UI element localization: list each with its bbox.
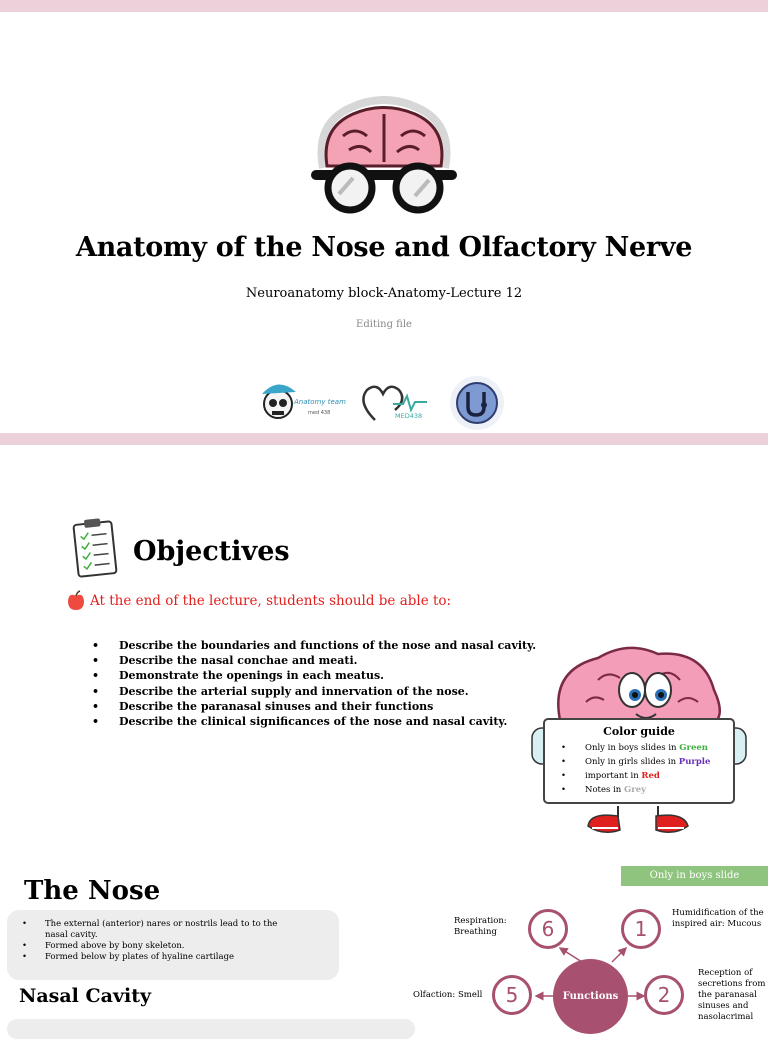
svg-text:MED438: MED438 — [395, 412, 423, 420]
apple-icon — [67, 590, 85, 612]
functions-hub: Functions — [553, 959, 628, 1034]
function-number-1: 1 — [621, 909, 661, 949]
objectives-intro: At the end of the lecture, students should be able to: — [90, 593, 452, 609]
anatomy-team-logo — [248, 374, 346, 422]
clipboard-checklist-icon — [72, 517, 118, 579]
color-guide-label: Only in girls slides in — [585, 757, 677, 767]
green-swatch-text: Green — [679, 743, 708, 753]
nose-heading: The Nose — [24, 876, 161, 906]
color-guide-card — [543, 718, 735, 804]
page-title: Anatomy of the Nose and Olfactory Nerve — [75, 232, 693, 263]
svg-text:Anatomy team: Anatomy team — [294, 398, 346, 406]
list-item: • Describe the boundaries and functions of the nose and nasal cavity. — [92, 638, 536, 653]
red-swatch-text: Red — [641, 771, 660, 781]
objectives-list — [92, 638, 536, 729]
grey-swatch-text: Grey — [623, 785, 647, 795]
function-number-6: 6 — [528, 909, 568, 949]
list-item — [545, 755, 733, 769]
objectives-heading: Objectives — [133, 536, 290, 567]
color-guide-label: Only in boys slides in — [585, 743, 677, 753]
slide-top-band — [0, 0, 768, 12]
list-item: • Formed below by plates of hyaline cartilage — [22, 952, 292, 963]
slide-separator — [0, 433, 768, 445]
list-item: • Describe the nasal conchae and meati. — [92, 653, 536, 668]
list-item — [545, 769, 733, 783]
brain-glasses-logo — [305, 96, 463, 214]
list-item: • Describe the arterial supply and innervation of the nose. — [92, 684, 536, 699]
med438-logo — [355, 380, 430, 424]
color-guide-title: Color guide — [603, 725, 675, 738]
list-item: • The external (anterior) nares or nostrils lead to to the nasal cavity. — [22, 919, 292, 941]
color-guide-label: important in — [585, 771, 639, 781]
nose-points-list — [22, 919, 292, 963]
svg-text:med 438: med 438 — [308, 410, 331, 416]
stethoscope-logo — [449, 375, 505, 431]
only-boys-badge: Only in boys slide — [621, 866, 768, 886]
nasal-cavity-box — [7, 1019, 415, 1039]
function-label-humidification: Humidification of the inspired air: Mucous — [672, 908, 764, 929]
lecture-subtitle: Neuroanatomy block-Anatomy-Lecture 12 — [245, 286, 523, 301]
list-item: • Formed above by bony skeleton. — [22, 941, 292, 952]
function-label-secretions: Reception of secretions from the paranasal sinuses and nasolacrimal — [698, 968, 766, 1022]
purple-swatch-text: Purple — [678, 757, 711, 767]
function-label-respiration: Respiration: Breathing — [454, 916, 507, 937]
nasal-cavity-heading: Nasal Cavity — [19, 985, 152, 1007]
list-item: • Describe the paranasal sinuses and their functions — [92, 699, 536, 714]
editing-file-link[interactable]: Editing file — [356, 319, 412, 330]
color-guide-label: Notes in — [585, 785, 622, 795]
list-item: • Describe the clinical significances of the nose and nasal cavity. — [92, 714, 536, 729]
function-number-5: 5 — [492, 975, 532, 1015]
list-item: • Demonstrate the openings in each meatus. — [92, 668, 536, 683]
function-number-2: 2 — [644, 975, 684, 1015]
list-item — [545, 741, 733, 755]
function-label-olfaction: Olfaction: Smell — [413, 990, 483, 1000]
list-item — [545, 783, 733, 797]
